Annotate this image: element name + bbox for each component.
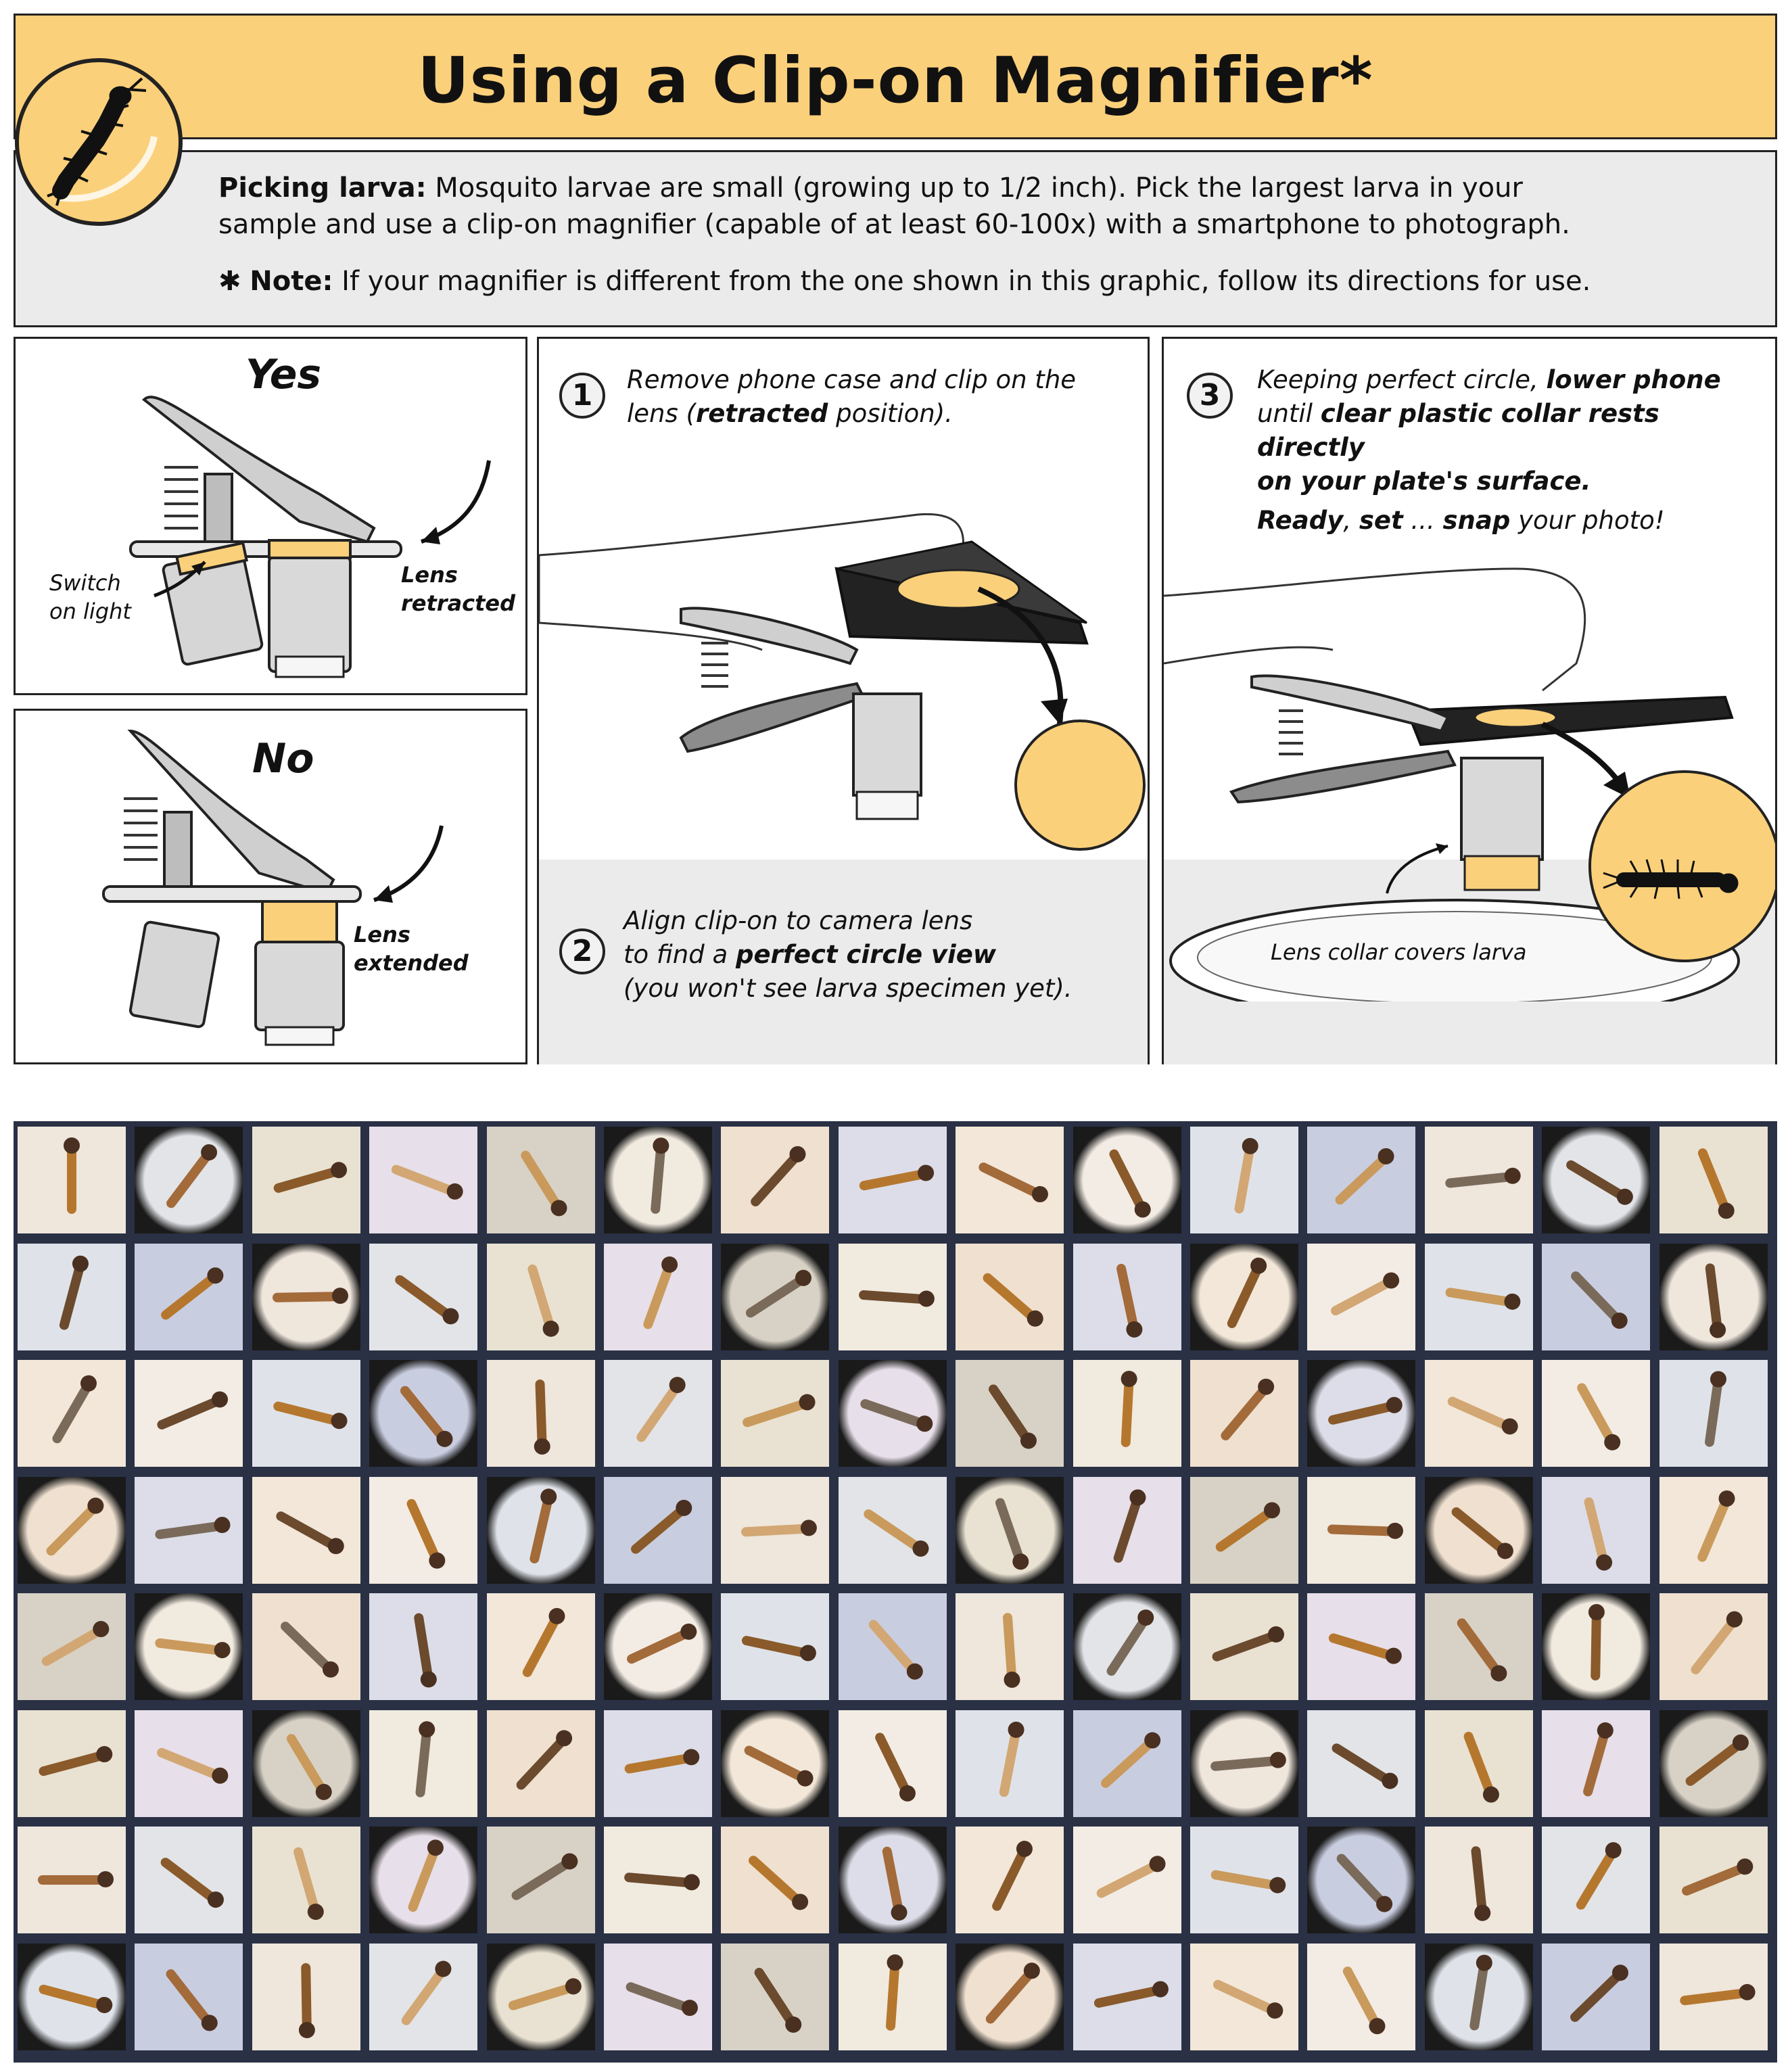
step1-number: 1 (559, 373, 605, 419)
larva-photo (1307, 1710, 1415, 1817)
larva-photo (1073, 1827, 1181, 1933)
larva-specimen (413, 1613, 433, 1681)
larva-specimen (1696, 1497, 1731, 1563)
larva-photo (1659, 1710, 1768, 1817)
larva-photo (135, 1244, 243, 1350)
larva-specimen (1471, 1846, 1487, 1914)
picking-larva-line-1 (218, 172, 1523, 204)
step3-line-4-post: your photo! (1510, 506, 1665, 535)
larva-photo (1190, 1593, 1298, 1700)
larva-photo (1307, 1127, 1415, 1233)
arrow-to-extended-lens-icon (354, 819, 455, 914)
larva-specimen (741, 1635, 809, 1658)
lens-retracted-label (401, 561, 515, 617)
larva-photo (1190, 1244, 1298, 1350)
larva-photo (839, 1710, 947, 1817)
larva-photo (369, 1477, 477, 1584)
step3-line-2-pre: until (1257, 399, 1321, 428)
larva-photo (369, 1827, 477, 1933)
step3-line-2 (1257, 397, 1775, 465)
larva-photo (1659, 1477, 1768, 1584)
note-star-icon: ✱ (218, 266, 241, 297)
larva-specimen (642, 1264, 674, 1331)
larva-specimen (535, 1380, 546, 1447)
larva-photo (604, 1827, 712, 1933)
larva-photo (18, 1244, 126, 1350)
larva-photo (1425, 1360, 1533, 1467)
larva-photo (604, 1944, 712, 2050)
larva-specimen (273, 1400, 340, 1426)
larva-photo (1307, 1477, 1415, 1584)
larva-photo (1425, 1244, 1533, 1350)
larva-photo (1190, 1710, 1298, 1817)
larva-photo (1307, 1827, 1415, 1933)
larva-head (1503, 1292, 1522, 1311)
note-label: Note: (250, 266, 333, 297)
larva-photo (956, 1360, 1064, 1467)
step3-number: 3 (1187, 373, 1233, 419)
larva-photo-grid (14, 1121, 1777, 2063)
yes-heading: Yes (245, 351, 322, 398)
larva-photo (1542, 1244, 1650, 1350)
larva-photo (1659, 1360, 1768, 1467)
yes-panel (14, 337, 527, 695)
larva-specimen (859, 1290, 927, 1304)
larva-specimen (155, 1521, 223, 1540)
larva-head (800, 1520, 817, 1536)
larva-photo (487, 1127, 595, 1233)
larva-photo (1542, 1944, 1650, 2050)
step3-text (1257, 363, 1775, 538)
larva-photo (135, 1127, 243, 1233)
larva-photo (839, 1244, 947, 1350)
larva-specimen (1003, 1613, 1017, 1681)
larva-photo (1190, 1127, 1298, 1233)
larva-specimen (1210, 1869, 1279, 1890)
larva-specimen (991, 1847, 1029, 1912)
larva-photo (1307, 1360, 1415, 1467)
larva-photo (135, 1827, 243, 1933)
larva-photo (721, 1360, 829, 1467)
larva-photo (604, 1593, 712, 1700)
lens-extended-line-1: Lens (354, 922, 410, 947)
step3-line-1-bold: lower phone (1546, 365, 1721, 394)
larva-photo (1073, 1593, 1181, 1700)
step1-text (627, 363, 1076, 431)
larva-photo (487, 1593, 595, 1700)
larva-specimen (1327, 1524, 1395, 1536)
switch-label-line-1: Switch (49, 570, 121, 596)
picking-larva-text-1: Mosquito larvae are small (growing up to 1/2 inch). Pick the largest larva in your (435, 172, 1523, 204)
larva-head (64, 1137, 80, 1154)
larva-photo (1190, 1477, 1298, 1584)
larva-photo (135, 1944, 243, 2050)
larva-specimen (38, 1875, 105, 1885)
step2-line-2-bold: perfect circle view (735, 940, 997, 969)
larva-head (652, 1137, 669, 1154)
larva-photo (1073, 1710, 1181, 1817)
larva-photo (839, 1827, 947, 1933)
larva-photo (252, 1360, 360, 1467)
larva-specimen (1327, 1401, 1396, 1426)
larva-specimen (1233, 1146, 1254, 1215)
larva-photo (1542, 1360, 1650, 1467)
larva-head (1121, 1370, 1137, 1387)
larva-head (418, 1720, 435, 1738)
larva-photo (839, 1593, 947, 1700)
larva-photo (721, 1710, 829, 1817)
larva-head (1588, 1604, 1605, 1620)
larva-specimen (529, 1497, 553, 1565)
step3-line-3-bold: on your plate's surface. (1257, 467, 1591, 496)
step3-panel (1162, 337, 1777, 1064)
no-heading: No (252, 735, 314, 782)
step3-line-1-pre: Keeping perfect circle, (1257, 365, 1547, 394)
larva-photo (18, 1360, 126, 1467)
larva-photo (1425, 1127, 1533, 1233)
lens-extended-label (354, 920, 469, 977)
larva-photo (369, 1127, 477, 1233)
larva-photo (956, 1593, 1064, 1700)
larva-photo (1659, 1593, 1768, 1700)
larva-specimen (1121, 1380, 1133, 1448)
larva-photo (1542, 1127, 1650, 1233)
larva-photo (721, 1827, 829, 1933)
step1-line-2 (627, 397, 1076, 431)
larva-head (1474, 1904, 1491, 1922)
larva-photo (1425, 1477, 1533, 1584)
larva-specimen (1582, 1730, 1609, 1797)
larva-photo (1307, 1593, 1415, 1700)
larva-photo (252, 1710, 360, 1817)
larva-photo (369, 1593, 477, 1700)
larva-photo (1659, 1827, 1768, 1933)
lens-extended-line-2: extended (354, 950, 469, 976)
larva-head (299, 2022, 315, 2038)
larva-head (1269, 1751, 1287, 1769)
larva-photo (721, 1593, 829, 1700)
larva-photo (135, 1360, 243, 1467)
larva-head (1738, 1983, 1756, 2002)
larva-photo (18, 1944, 126, 2050)
larva-photo (1190, 1360, 1298, 1467)
larva-head (918, 1290, 935, 1308)
larva-head (213, 1641, 231, 1659)
larva-specimen (1445, 1172, 1513, 1188)
larva-specimen (407, 1847, 440, 1913)
larva-photo (1542, 1710, 1650, 1817)
larva-head (887, 1954, 904, 1971)
larva-specimen (415, 1730, 431, 1798)
larva-photo (135, 1710, 243, 1817)
larva-photo (1425, 1827, 1533, 1933)
lens-retracted-line-2: retracted (401, 590, 516, 616)
step2-line-2-pre: to find a (623, 940, 736, 969)
step3-line-2-bold: clear plastic collar rests directly (1257, 399, 1659, 462)
arrow-to-switch-icon (151, 555, 212, 603)
larva-specimen (155, 1638, 223, 1655)
larva-photo (1073, 1360, 1181, 1467)
larva-photo (252, 1593, 360, 1700)
larva-photo (487, 1827, 595, 1933)
step3-line-1 (1257, 363, 1775, 397)
step3-line-3 (1257, 465, 1775, 498)
larva-photo (956, 1710, 1064, 1817)
larva-photo (721, 1127, 829, 1233)
title-bar (14, 14, 1777, 139)
larva-photo (1190, 1827, 1298, 1933)
larva-head (1387, 1522, 1404, 1539)
larva-photo (1542, 1477, 1650, 1584)
larva-head (799, 1643, 818, 1662)
larva-photo (721, 1477, 829, 1584)
clip-retracted-illustration (117, 373, 421, 684)
larva-head (1475, 1954, 1493, 1972)
larva-photo (487, 1360, 595, 1467)
larva-head (213, 1515, 231, 1534)
larva-specimen (1591, 1613, 1601, 1680)
larva-photo (1542, 1593, 1650, 1700)
larva-photo (1425, 1710, 1533, 1817)
step2-line-1: Align clip-on to camera lens (623, 906, 973, 935)
larva-photo (604, 1477, 712, 1584)
larva-head (1268, 1876, 1287, 1895)
larva-photo (1073, 1127, 1181, 1233)
intro-box (14, 150, 1777, 327)
step3-ready: Ready (1257, 506, 1344, 535)
larva-photo (956, 1244, 1064, 1350)
larva-photo (252, 1944, 360, 2050)
larva-head (329, 1411, 349, 1431)
larva-photo (252, 1827, 360, 1933)
larva-specimen (886, 1963, 900, 2031)
larva-specimen (859, 1169, 927, 1192)
larva-specimen (301, 1963, 312, 2031)
page-title: Using a Clip-on Magnifier* (417, 44, 1373, 118)
larva-specimen (273, 1292, 340, 1302)
larva-photo (369, 1244, 477, 1350)
larva-photo (18, 1827, 126, 1933)
step1-illustration (539, 488, 1148, 853)
larva-specimen (1226, 1265, 1263, 1330)
step3-illustration (1164, 542, 1775, 1002)
larva-photo (604, 1127, 712, 1233)
larva-photo (956, 1477, 1064, 1584)
larva-photo (721, 1244, 829, 1350)
larva-photo (1542, 1827, 1650, 1933)
larva-photo (839, 1477, 947, 1584)
larva-head (1709, 1321, 1727, 1339)
larva-specimen (1469, 1963, 1488, 2031)
larva-photo (956, 1827, 1064, 1933)
larva-specimen (741, 1524, 809, 1536)
larva-specimen (1445, 1287, 1513, 1306)
larva-specimen (999, 1730, 1021, 1798)
larva-photo (1073, 1944, 1181, 2050)
step3-set: set (1359, 506, 1403, 535)
picking-larva-line-2: sample and use a clip-on magnifier (capable of at least 60-100x) with a smartphone to photograph. (218, 209, 1570, 240)
lens-collar-label: Lens collar covers larva (1271, 939, 1527, 965)
clip-extended-illustration (90, 724, 374, 1049)
larva-specimen (1112, 1497, 1142, 1563)
larva-photo (604, 1244, 712, 1350)
larva-photo (487, 1710, 595, 1817)
larva-specimen (1093, 1985, 1162, 2008)
larva-specimen (58, 1263, 85, 1331)
note-line (218, 266, 1591, 297)
larva-photo (487, 1244, 595, 1350)
larva-photo (1659, 1944, 1768, 2050)
larva-head (95, 1995, 114, 2015)
larva-photo (956, 1127, 1064, 1233)
picking-larva-label: Picking larva: (218, 172, 427, 204)
arrow-to-lens-icon (401, 454, 502, 555)
step1-line-2-bold: retracted (695, 399, 828, 428)
larva-specimen (1210, 1756, 1279, 1772)
larva-photo (18, 1593, 126, 1700)
larva-specimen (38, 1750, 105, 1776)
larva-photo (1307, 1944, 1415, 2050)
larva-photo (252, 1127, 360, 1233)
step2-text (623, 904, 1073, 1006)
larva-photo (604, 1710, 712, 1817)
larva-photo (604, 1360, 712, 1467)
step3-sep-2: ... (1403, 506, 1443, 535)
no-panel (14, 709, 527, 1064)
larva-photo (135, 1593, 243, 1700)
larva-photo (1073, 1244, 1181, 1350)
larva-photo (487, 1477, 595, 1584)
step3-line-4 (1257, 504, 1775, 538)
larva-photo (369, 1360, 477, 1467)
larva-photo (1307, 1244, 1415, 1350)
step3-snap: snap (1442, 506, 1511, 535)
step2-line-2 (623, 938, 1073, 972)
larva-specimen (624, 1873, 692, 1888)
larva-head (1709, 1370, 1727, 1388)
step2-number: 2 (559, 928, 605, 974)
larva-specimen (1680, 1988, 1748, 2006)
larva-photo (18, 1127, 126, 1233)
larva-specimen (1704, 1380, 1723, 1448)
larva-photo (839, 1127, 947, 1233)
switch-on-light-label (49, 569, 131, 626)
note-text: If your magnifier is different from the one shown in this graphic, follow its directions for use. (341, 266, 1591, 297)
step1-line-2-post: position). (828, 399, 953, 428)
larva-specimen (1705, 1263, 1722, 1332)
larva-specimen (651, 1146, 666, 1215)
larva-photo (252, 1244, 360, 1350)
larva-photo (839, 1360, 947, 1467)
larva-specimen (38, 1983, 105, 2010)
larva-head (534, 1438, 550, 1455)
larva-photo (1659, 1127, 1768, 1233)
larva-photo (369, 1710, 477, 1817)
larva-logo-icon (15, 58, 183, 226)
step2-line-3: (you won't see larva specimen yet). (623, 974, 1073, 1003)
larva-photo (18, 1710, 126, 1817)
larva-photo (18, 1477, 126, 1584)
larva-photo (1190, 1944, 1298, 2050)
larva-photo (252, 1477, 360, 1584)
switch-label-line-2: on light (49, 598, 131, 624)
larva-specimen (67, 1146, 76, 1214)
larva-head (97, 1871, 114, 1887)
larva-head (1004, 1671, 1021, 1689)
step3-sep-1: , (1343, 506, 1359, 535)
larva-photo (135, 1477, 243, 1584)
larva-photo (369, 1944, 477, 2050)
larva-photo (1659, 1244, 1768, 1350)
larva-head (332, 1288, 348, 1304)
larva-photo (721, 1944, 829, 2050)
larva-head (683, 1873, 701, 1891)
larva-photo (1073, 1477, 1181, 1584)
larva-photo (1425, 1593, 1533, 1700)
larva-photo (487, 1944, 595, 2050)
step1-line-2-pre: lens ( (627, 399, 696, 428)
larva-photo (956, 1944, 1064, 2050)
larva-photo (839, 1944, 947, 2050)
larva-head (1504, 1167, 1522, 1185)
step1-line-1: Remove phone case and clip on the (627, 365, 1077, 394)
lens-retracted-line-1: Lens (401, 562, 458, 588)
steps-1-2-panel (537, 337, 1150, 1064)
larva-photo (1425, 1944, 1533, 2050)
larva-specimen (624, 1753, 692, 1774)
